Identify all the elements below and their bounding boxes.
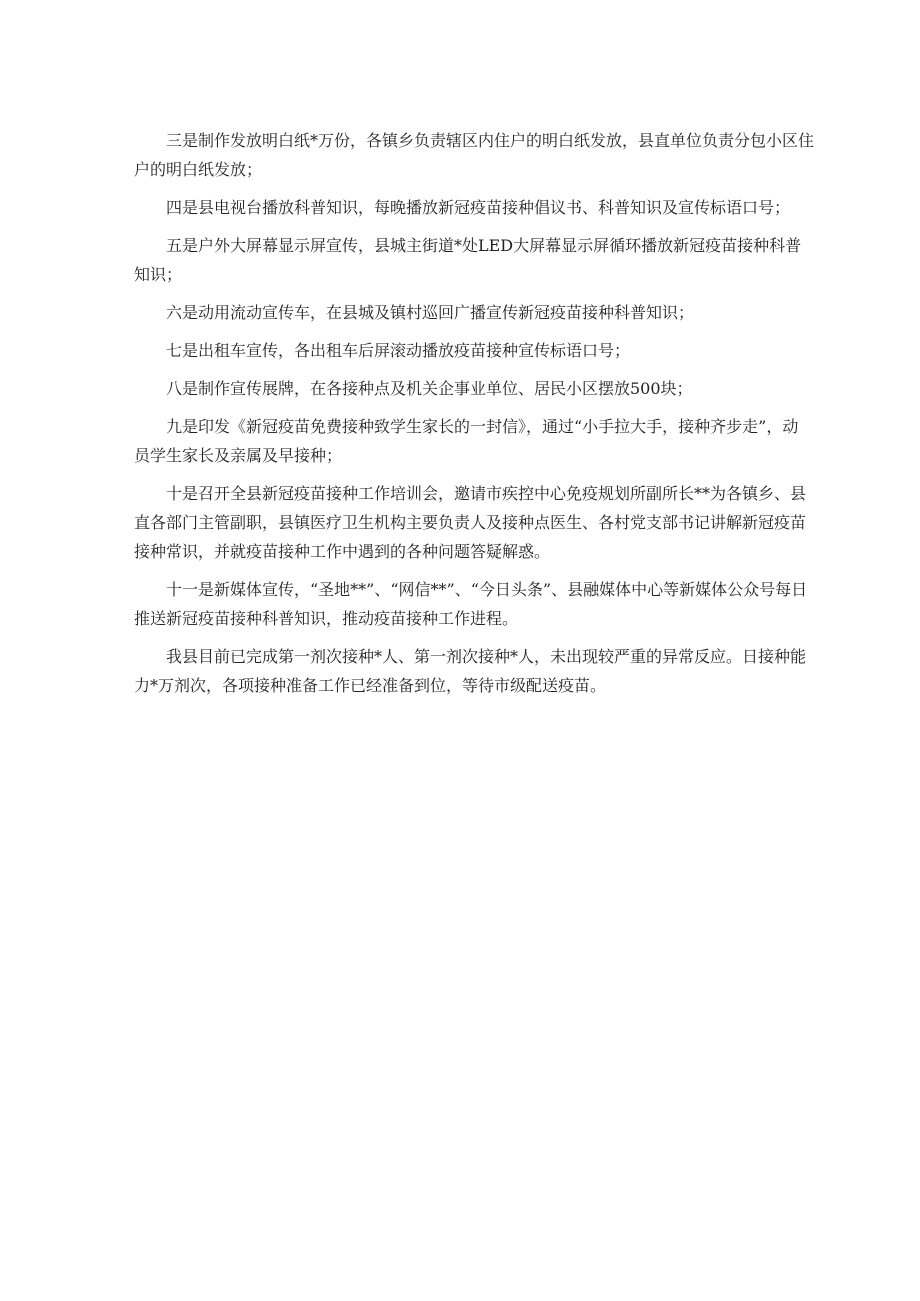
document-body	[134, 126, 814, 709]
paragraph-8: 八是制作宣传展牌，在各接种点及机关企事业单位、居民小区摆放500块；	[166, 379, 693, 398]
paragraph-4: 四是县电视台播放科普知识，每晚播放新冠疫苗接种倡议书、科普知识及宣传标语口号；	[166, 198, 791, 217]
paragraph-10: 十是召开全县新冠疫苗接种工作培训会，邀请市疾控中心免疫规划所副所长**为各镇乡、县直各部门主管副职，县镇医疗卫生机构主要负责人及接种点医生、各村党支部书记讲解新冠疫苗接种常识，并就疫苗接种工作中遇到的各种问题答疑解惑。	[134, 484, 807, 561]
paragraph-9: 九是印发《新冠疫苗免费接种致学生家长的一封信》，通过“小手拉大手，接种齐步走”，动员学生家长及亲属及早接种；	[134, 417, 799, 465]
paragraph-6: 六是动用流动宣传车，在县城及镇村巡回广播宣传新冠疫苗接种科普知识；	[166, 303, 695, 322]
paragraph-3: 三是制作发放明白纸*万份，各镇乡负责辖区内住户的明白纸发放，县直单位负责分包小区住户的明白纸发放；	[134, 131, 815, 179]
paragraph-5: 五是户外大屏幕显示屏宣传，县城主街道*处LED大屏幕显示屏循环播放新冠疫苗接种科普知识；	[134, 236, 802, 284]
paragraph-11: 十一是新媒体宣传，“圣地**”、“网信**”、“今日头条”、县融媒体中心等新媒体公众号每日推送新冠疫苗接种科普知识，推动疫苗接种工作进程。	[134, 580, 808, 628]
paragraph-7: 七是出租车宣传，各出租车后屏滚动播放疫苗接种宣传标语口号；	[166, 341, 631, 360]
paragraph-summary: 我县目前已完成第一剂次接种*人、第一剂次接种*人，未出现较严重的异常反应。日接种能力*万剂次，各项接种准备工作已经准备到位，等待市级配送疫苗。	[134, 647, 807, 695]
